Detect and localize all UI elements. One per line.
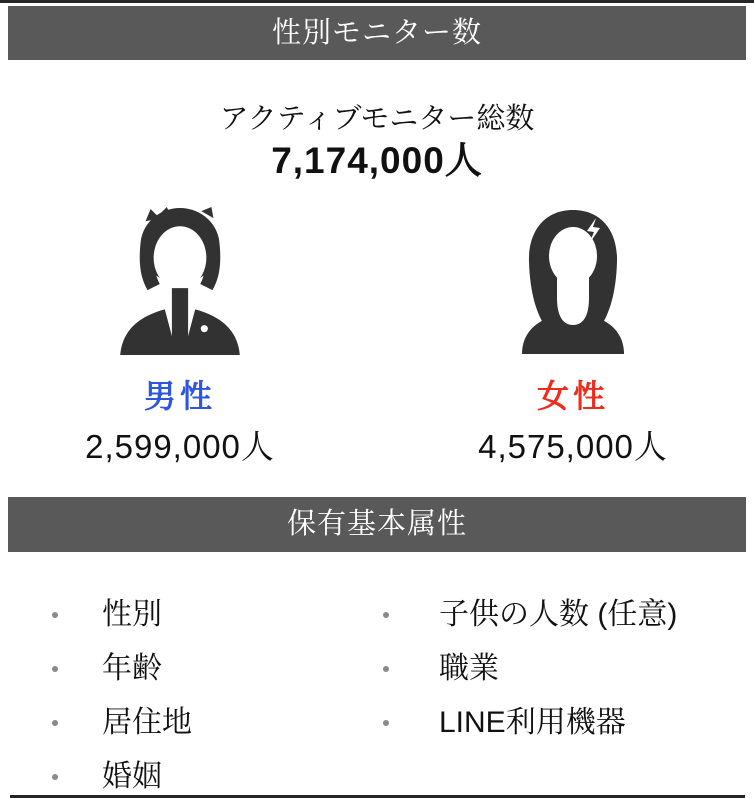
bullet-dot-icon — [52, 666, 58, 672]
section-header-monitor-count: 性別モニター数 — [8, 6, 746, 60]
female-stat-column — [408, 205, 738, 468]
attribute-list-right — [383, 588, 677, 750]
attribute-label: 婚姻 — [102, 760, 162, 793]
attribute-label: 性別 — [102, 598, 162, 631]
section-header-basic-attributes: 保有基本属性 — [8, 497, 746, 552]
male-count: 2,599,000人 — [85, 428, 275, 465]
female-count: 4,575,000人 — [478, 428, 668, 465]
male-label: 男性 — [143, 378, 216, 414]
attribute-list-left — [52, 588, 192, 798]
female-person-icon — [510, 205, 636, 355]
bullet-dot-icon — [383, 666, 389, 672]
attribute-item — [383, 642, 677, 696]
attribute-item — [383, 588, 677, 642]
bullet-dot-icon — [383, 720, 389, 726]
attribute-label: 職業 — [439, 652, 499, 685]
top-divider-line — [0, 0, 754, 3]
attribute-item — [52, 588, 192, 642]
active-monitor-total-value: 7,174,000人 — [271, 140, 483, 181]
male-stat-column — [15, 205, 345, 468]
bullet-dot-icon — [52, 774, 58, 780]
attribute-label: 居住地 — [102, 706, 192, 739]
male-person-icon — [114, 205, 246, 355]
female-label: 女性 — [536, 378, 609, 414]
attribute-item — [383, 696, 677, 750]
active-monitor-total-label: アクティブモニター総数 — [219, 103, 535, 135]
attribute-item — [52, 696, 192, 750]
attribute-label: 年齢 — [102, 652, 162, 685]
bullet-dot-icon — [52, 720, 58, 726]
attribute-item — [52, 750, 192, 798]
attribute-label: 子供の人数 (任意) — [439, 598, 678, 631]
attribute-label: LINE利用機器 — [439, 706, 626, 739]
attribute-item — [52, 642, 192, 696]
bullet-dot-icon — [383, 612, 389, 618]
bullet-dot-icon — [52, 612, 58, 618]
